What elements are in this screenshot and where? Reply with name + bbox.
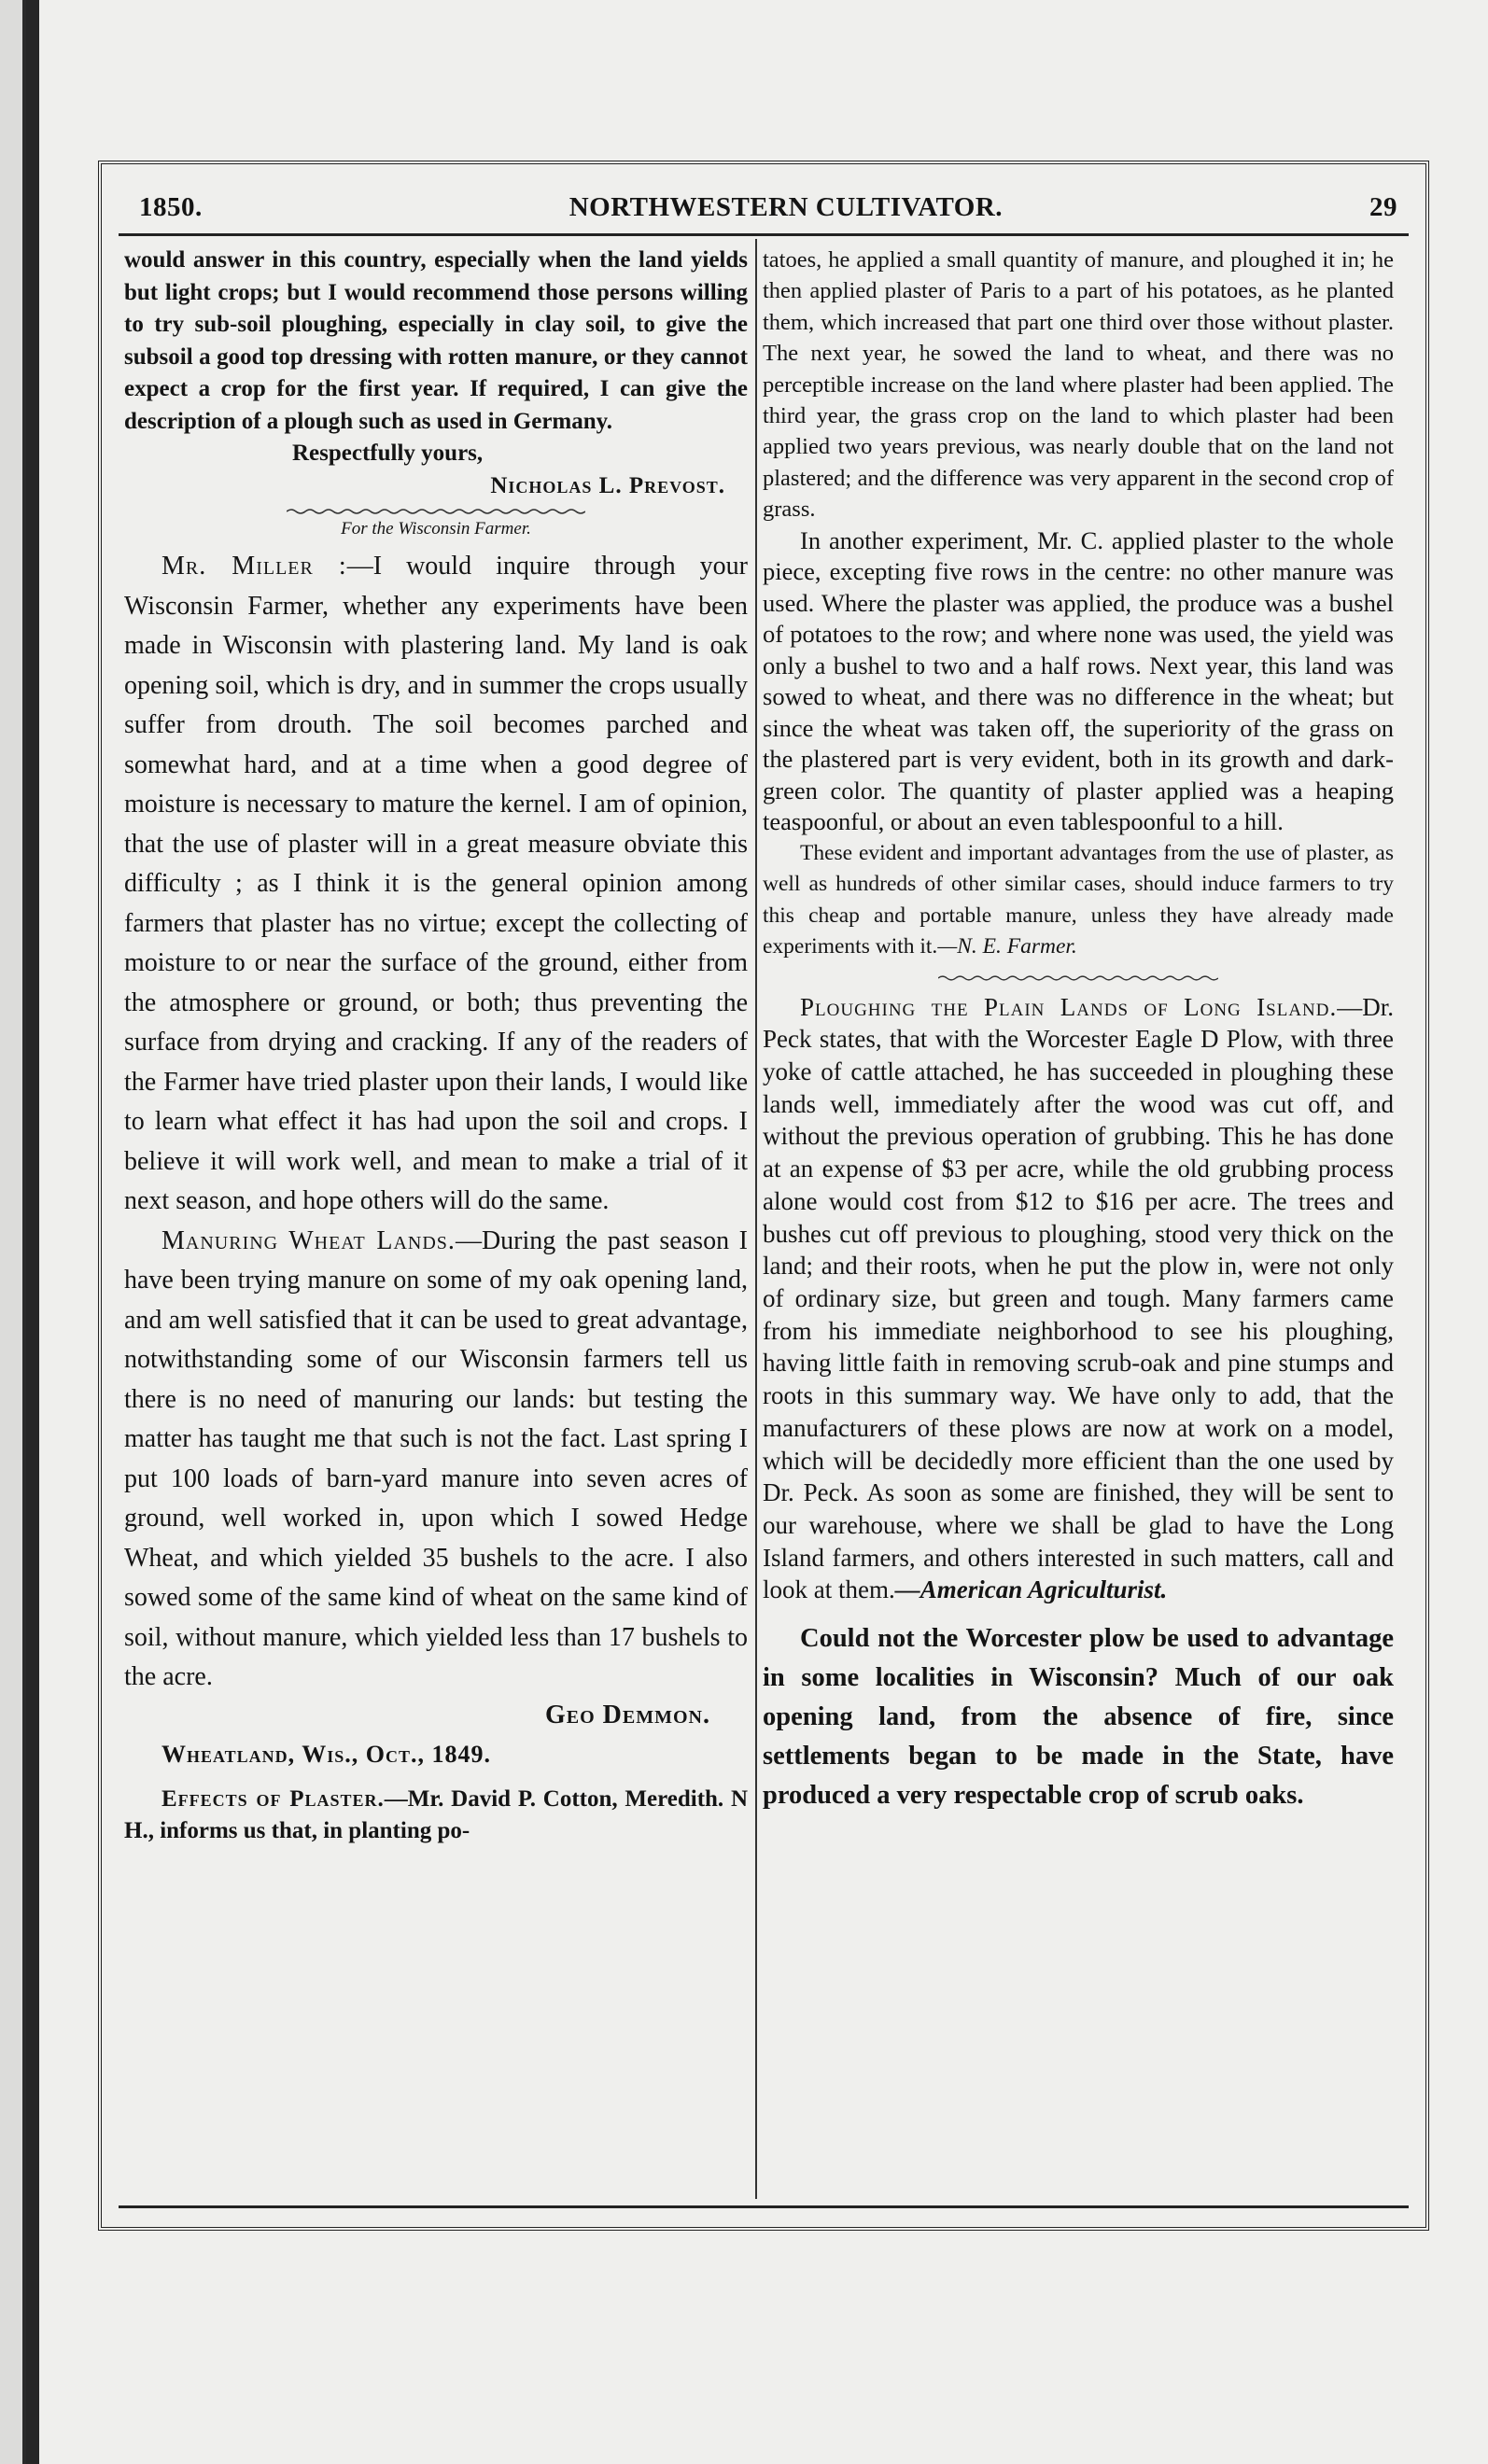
miller-letter bbox=[124, 547, 748, 1222]
section-divider-wave bbox=[287, 508, 585, 515]
advantages-paragraph bbox=[763, 838, 1394, 963]
letter-closing: Respectfully yours, bbox=[292, 441, 484, 466]
header-title: NORTHWESTERN CULTIVATOR. bbox=[569, 191, 1004, 222]
plaster-continuation: tatoes, he applied a small quantity of manure, and ploughed it in; he then applied plaster of Paris to a part of his potatoes, as he planted them, which increased that part one third over those without plaster. The next year, he sowed the land to wheat, and there was no perceptible increase on the land where plaster had been applied. The third year, the grass crop on the land to which plaster had been applied two years previous, was nearly double that on the land not plastered; and the difference was very apparent in the second crop of grass. bbox=[763, 247, 1394, 523]
another-experiment: In another experiment, Mr. C. applied plaster to the whole piece, excepting five rows in the centre: no other manure was used. Where the plaster was applied, the produce was a bushel of potatoes to the row; and where none was used, the yield was only a bushel to two and a half rows. Next year, this land was sowed to wheat, and there was no difference in the wheat; but since the wheat was taken off, the superiority of the grass on the plastered part is very evident, both in its growth and dark-green color. The quantity of plaster applied was a heaping teaspoonful, or about an even tablespoonful to a hill. bbox=[763, 525, 1394, 836]
ploughing-heading: Ploughing the Plain Lands of Long Island. bbox=[800, 992, 1338, 1021]
prevost-letter-end: would answer in this country, especially when the land yields but light crops; but I would recommend those persons willing to try sub-soil ploughing, especially in clay soil, to give the subsoil a good top dressing with rotten manure, or they cannot expect a crop for the first year. If required, I can give the description of a plough such as used in Germany. bbox=[124, 247, 748, 434]
section-divider-wave bbox=[938, 974, 1218, 982]
effects-heading: Effects of Plaster. bbox=[161, 1785, 385, 1812]
header-page-number: 29 bbox=[1369, 191, 1397, 222]
effects-body: —Mr. David P. Cotton, Meredith. N H., informs us that, in planting po- bbox=[124, 1785, 748, 1843]
manuring-heading: Manuring Wheat Lands. bbox=[161, 1225, 456, 1255]
ploughing-body: —Dr. Peck states, that with the Worcester Eagle D Plow, with three yoke of cattle attached, he has succeeded in ploughing these lands well, immediately after the wood was cut off, and without the previous operation of grubbing. This he has done at an expense of $3 per acre, while the old grubbing process alone would cost from $12 to $16 per acre. The trees and bushes cut off previous to ploughing, stood very thick on the land; and their roots, when he put the plow in, were not only of ordinary size, but green and tough. Many farmers came from his immediate neighborhood to see his ploughing, having little faith in removing scrub-oak and pine stumps and roots in this summary way. We have only to add, that the manufacturers of these plows are now at work on a model, which will be decidedly more efficient than the one used by Dr. Peck. As soon as some are finished, they will be sent to our warehouse, where we shall be glad to have the Long Island farmers, and others interested in such matters, call and look at them. bbox=[763, 992, 1394, 1604]
place-date-line: Wheatland, Wis., Oct., 1849. bbox=[161, 1740, 491, 1768]
header-rule bbox=[119, 233, 1409, 236]
book-spine bbox=[26, 0, 39, 2464]
letter-signature: Nicholas L. Prevost. bbox=[490, 472, 725, 498]
advantages-text: These evident and important advantages from the use of plaster, as well as hundreds of other similar cases, should induce farmers to try this cheap and portable manure, unless they have already made experiments with it. bbox=[763, 840, 1394, 959]
column-divider bbox=[755, 239, 757, 2199]
ploughing-article bbox=[763, 991, 1394, 1606]
newspaper-page bbox=[98, 161, 1429, 2231]
footer-rule bbox=[119, 2205, 1409, 2208]
right-column bbox=[763, 245, 1394, 1815]
miller-letter-body: —I would inquire through your Wisconsin Farmer, whether any experiments have been made in Wisconsin with plastering land. My land is oak opening soil, which is dry, and in summer the crops usually suffer from drouth. The soil becomes parched and somewhat hard, and at a time when a good degree of moisture is necessary to mature the kernel. I am of opinion, that the use of plaster will in a great measure obviate this difficulty ; as I think it is the general opinion among farmers that plaster has no virtue; except the collecting of moisture to or near the surface of the ground, either from the atmosphere or ground, or both; thus preventing the surface from drying and cracking. If any of the readers of the Farmer have tried plaster upon their lands, I would like to learn what effect it has had upon the soil and crops. I believe it will work well, and mean to make a trial of it next season, and hope others will do the same. bbox=[124, 552, 748, 1215]
manuring-signature: Geo Demmon. bbox=[545, 1700, 710, 1729]
effects-of-plaster-article bbox=[124, 1784, 748, 1847]
article-credit: For the Wisconsin Farmer. bbox=[341, 519, 531, 539]
page-edge bbox=[0, 0, 26, 2464]
manuring-article bbox=[124, 1222, 748, 1698]
editorial-note: Could not the Worcester plow be used to advantage in some localities in Wisconsin? Much of our oak opening land, from the absence of fire, since settlements began to be made in the State, have produced a very respectable crop of scrub oaks. bbox=[763, 1624, 1394, 1811]
header-year: 1850. bbox=[139, 191, 203, 222]
manuring-body: —During the past season I have been trying manure on some of my oak opening land, and am well satisfied that it can be used to great advantage, notwithstanding some of our Wisconsin farmers tell us there is no need of manuring our lands: but testing the matter has taught me that such is not the fact. Last spring I put 100 loads of barn-yard manure into seven acres of ground, well worked in, upon which I sowed Hedge Wheat, and which yielded 35 bushels to the acre. I also sowed some of the same kind of wheat on the same kind of soil, without manure, which yielded less than 17 bushels to the acre. bbox=[124, 1225, 749, 1691]
advantages-source: —N. E. Farmer. bbox=[937, 934, 1077, 959]
left-column bbox=[124, 245, 748, 1847]
miller-salutation: Mr. Miller : bbox=[161, 552, 347, 581]
ploughing-source: —American Agriculturist. bbox=[894, 1575, 1168, 1604]
running-header bbox=[139, 187, 1397, 228]
